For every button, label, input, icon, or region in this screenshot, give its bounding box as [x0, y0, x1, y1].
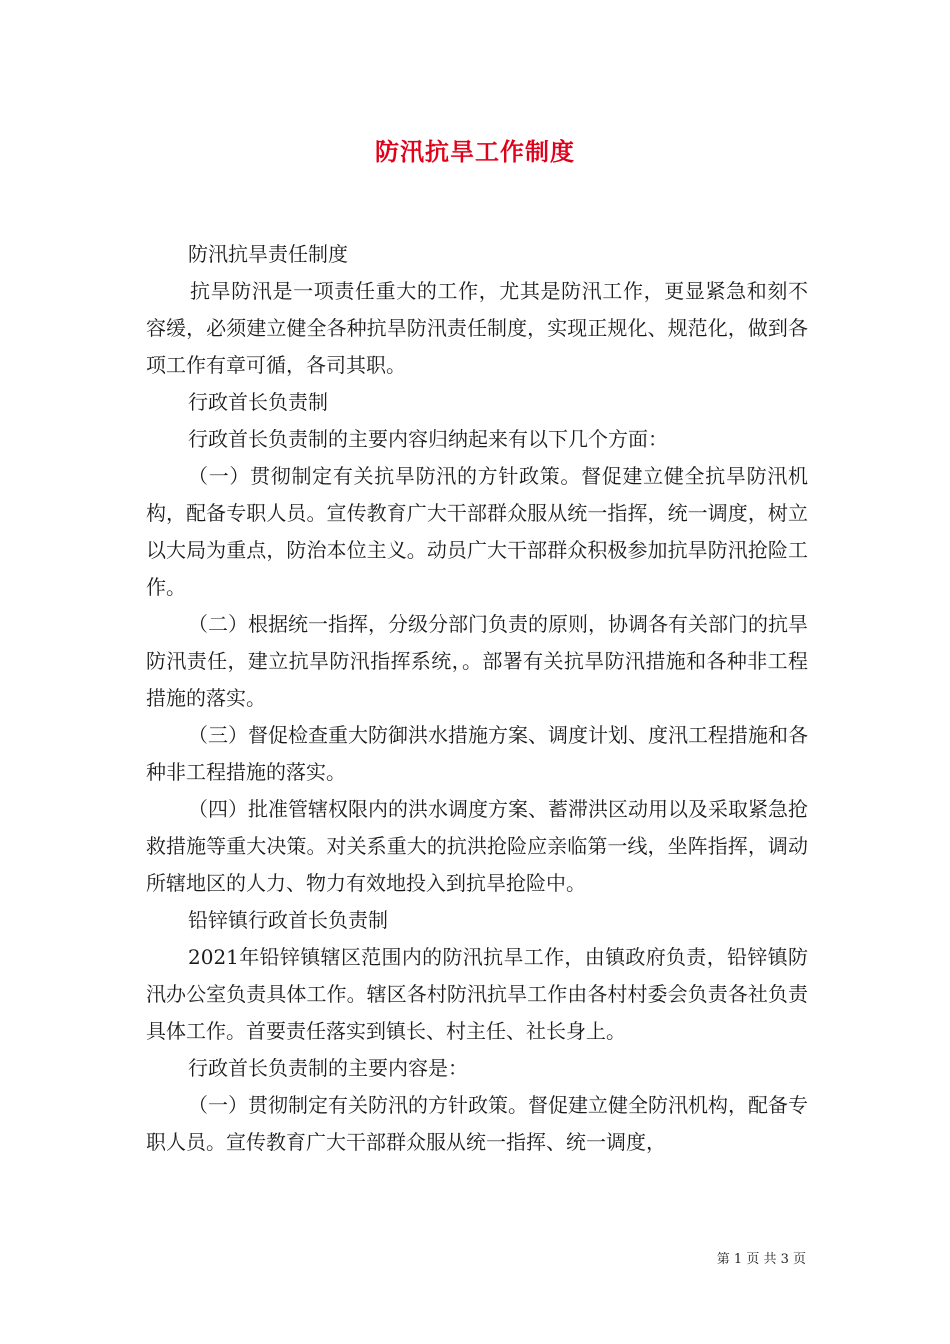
paragraph-town-item-1: （一）贯彻制定有关防汛的方针政策。督促建立健全防汛机构，配备专职人员。宣传教育广大干部群众服从统一指挥、统一调度， — [146, 1093, 808, 1154]
paragraph-heading-chief: 行政首长负责制 — [188, 390, 328, 414]
paragraph-main-content: 行政首长负责制的主要内容是： — [188, 1056, 468, 1080]
paragraph-heading-town: 铅锌镇行政首长负责制 — [188, 908, 388, 932]
paragraph-item-2: （二）根据统一指挥，分级分部门负责的原则，协调各有关部门的抗旱防汛责任，建立抗旱防汛指挥系统，。部署有关抗旱防汛措施和各种非工程措施的落实。 — [146, 612, 808, 710]
paragraph-item-4: （四）批准管辖权限内的洪水调度方案、蓄滞洪区动用以及采取紧急抢救措施等重大决策。对关系重大的抗洪抢险应亲临第一线，坐阵指挥，调动所辖地区的人力、物力有效地投入到抗旱抢险中。 — [146, 797, 808, 895]
document-body — [146, 236, 808, 1161]
paragraph-heading-responsibility: 防汛抗旱责任制度 — [188, 242, 348, 266]
page-number-footer: 第 1 页 共 3 页 — [716, 1252, 806, 1267]
paragraph-town-detail: 2021年铅锌镇辖区范围内的防汛抗旱工作，由镇政府负责，铅锌镇防汛办公室负责具体工作。辖区各村防汛抗旱工作由各村村委会负责各社负责具体工作。首要责任落实到镇长、村主任、社长身上。 — [146, 945, 808, 1043]
paragraph-item-3: （三）督促检查重大防御洪水措施方案、调度计划、度汛工程措施和各种非工程措施的落实。 — [146, 723, 808, 784]
document-title: 防汛抗旱工作制度 — [375, 137, 575, 166]
paragraph-item-1: （一）贯彻制定有关抗旱防汛的方针政策。督促建立健全抗旱防汛机构，配备专职人员。宣传教育广大干部群众服从统一指挥，统一调度，树立以大局为重点，防治本位主义。动员广大干部群众积极参加抗旱防汛抢险工作。 — [146, 464, 808, 599]
paragraph-chief-summary: 行政首长负责制的主要内容归纳起来有以下几个方面： — [188, 427, 668, 451]
paragraph-intro: 抗旱防汛是一项责任重大的工作，尤其是防汛工作，更显紧急和刻不容缓，必须建立健全各种抗旱防汛责任制度，实现正规化、规范化，做到各项工作有章可循，各司其职。 — [146, 279, 808, 377]
